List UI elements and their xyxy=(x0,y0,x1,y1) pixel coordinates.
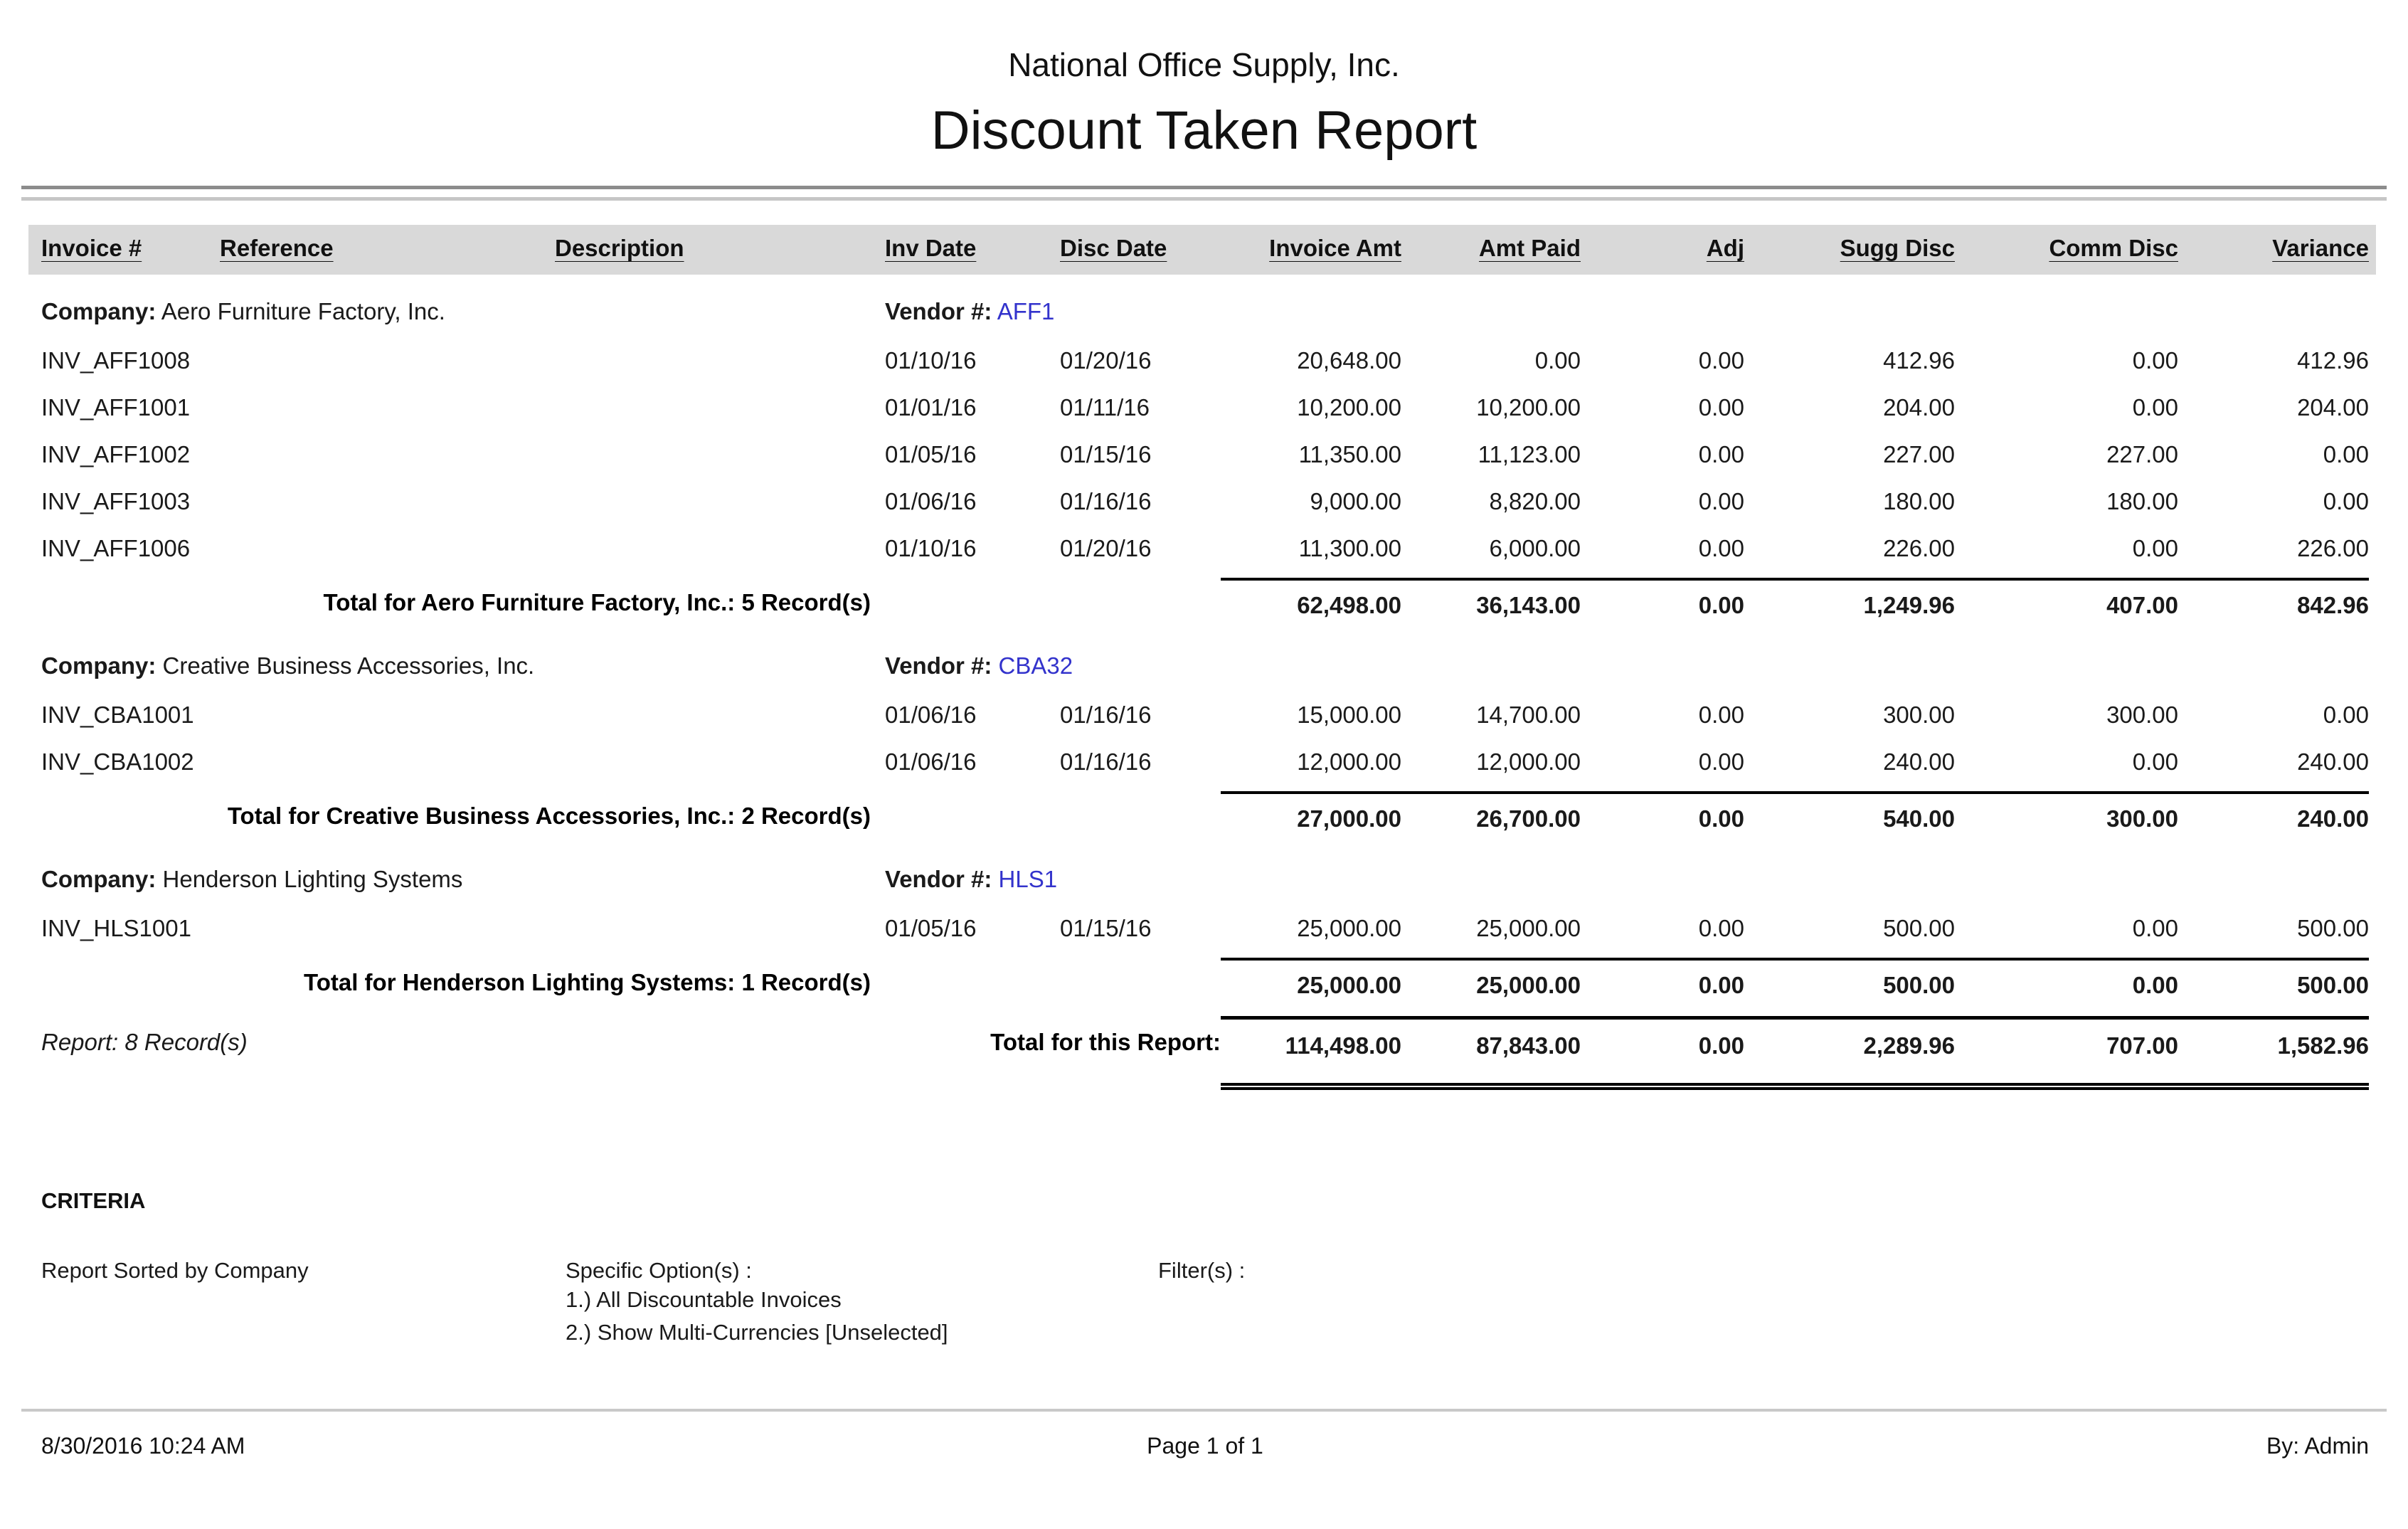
vendor-label: Vendor #: xyxy=(885,866,992,892)
comm-disc-value: 0.00 xyxy=(2132,347,2178,374)
inv-date-value: 01/10/16 xyxy=(885,347,977,374)
column-header-inv-date: Inv Date xyxy=(885,235,977,261)
amt-paid-value: 11,123.00 xyxy=(1478,441,1581,467)
report-total-sugg-disc: 2,289.96 xyxy=(1744,1016,1955,1072)
adj-value: 0.00 xyxy=(1698,748,1744,775)
invoice-amt-value: 10,200.00 xyxy=(1297,394,1401,420)
report-total-underline xyxy=(1221,1083,2369,1090)
invoice-row xyxy=(41,525,2369,572)
column-header-disc-date: Disc Date xyxy=(1060,235,1167,261)
report-total-variance: 1,582.96 xyxy=(2178,1016,2369,1072)
report-page xyxy=(0,46,2408,1529)
report-total-invoice-amt: 114,498.00 xyxy=(1221,1016,1401,1072)
footer-user: By: Admin xyxy=(2266,1433,2370,1459)
invoice-number: INV_CBA1001 xyxy=(41,702,194,728)
vendor-code-link[interactable]: AFF1 xyxy=(997,298,1055,324)
variance-value: 412.96 xyxy=(2297,347,2369,374)
adj-value: 0.00 xyxy=(1698,488,1744,514)
invoice-row xyxy=(41,337,2369,384)
column-header-comm-disc: Comm Disc xyxy=(2049,235,2178,261)
group-total-amt-paid: 26,700.00 xyxy=(1401,791,1581,842)
inv-date-value: 01/05/16 xyxy=(885,915,977,941)
company-label: Company: xyxy=(41,652,157,679)
report-rows xyxy=(0,286,2408,1072)
invoice-number: INV_AFF1001 xyxy=(41,394,191,420)
company-name: Henderson Lighting Systems xyxy=(162,866,463,892)
invoice-amt-value: 15,000.00 xyxy=(1297,702,1401,728)
invoice-amt-value: 9,000.00 xyxy=(1310,488,1401,514)
invoice-amt-value: 11,300.00 xyxy=(1298,535,1401,561)
group-total-comm-disc: 300.00 xyxy=(1955,791,2178,842)
group-total-invoice-amt: 25,000.00 xyxy=(1221,958,1401,1009)
report-title: Discount Taken Report xyxy=(930,100,1478,161)
inv-date-value: 01/06/16 xyxy=(885,748,977,775)
group-total-spacer xyxy=(885,958,1221,1009)
invoice-amt-value: 20,648.00 xyxy=(1297,347,1401,374)
inv-date-value: 01/06/16 xyxy=(885,488,977,514)
company-label: Company: xyxy=(41,866,157,892)
column-header-invoice-amt: Invoice Amt xyxy=(1269,235,1401,261)
variance-value: 226.00 xyxy=(2297,535,2369,561)
vendor-code-link[interactable]: CBA32 xyxy=(998,652,1073,679)
sugg-disc-value: 500.00 xyxy=(1883,915,1955,941)
disc-date-value: 01/16/16 xyxy=(1060,488,1152,514)
column-header-description: Description xyxy=(555,235,684,261)
invoice-number: INV_AFF1006 xyxy=(41,535,191,561)
sugg-disc-value: 412.96 xyxy=(1883,347,1955,374)
adj-value: 0.00 xyxy=(1698,394,1744,420)
group-total-row xyxy=(41,791,2369,842)
invoice-number: INV_AFF1008 xyxy=(41,347,191,374)
group-total-sugg-disc: 500.00 xyxy=(1744,958,1955,1009)
company-cell xyxy=(41,866,885,893)
criteria-filters-label: Filter(s) : xyxy=(1158,1258,1246,1283)
company-name: Creative Business Accessories, Inc. xyxy=(162,652,535,679)
disc-date-value: 01/20/16 xyxy=(1060,347,1152,374)
invoice-amt-value: 12,000.00 xyxy=(1297,748,1401,775)
adj-value: 0.00 xyxy=(1698,441,1744,467)
company-cell xyxy=(41,652,885,679)
criteria-heading: CRITERIA xyxy=(41,1188,146,1213)
sugg-disc-value: 240.00 xyxy=(1883,748,1955,775)
invoice-amt-value: 11,350.00 xyxy=(1298,441,1401,467)
report-total-adj: 0.00 xyxy=(1581,1016,1744,1072)
sugg-disc-value: 204.00 xyxy=(1883,394,1955,420)
group-total-comm-disc: 0.00 xyxy=(1955,958,2178,1009)
invoice-row xyxy=(41,431,2369,478)
company-group-header xyxy=(41,854,2369,905)
report-total-amt-paid: 87,843.00 xyxy=(1401,1016,1581,1072)
vendor-code-link[interactable]: HLS1 xyxy=(998,866,1058,892)
criteria-section xyxy=(41,1188,2408,1349)
comm-disc-value: 0.00 xyxy=(2132,748,2178,775)
disc-date-value: 01/15/16 xyxy=(1060,441,1152,467)
group-total-amt-paid: 25,000.00 xyxy=(1401,958,1581,1009)
invoice-number: INV_HLS1001 xyxy=(41,915,191,941)
amt-paid-value: 25,000.00 xyxy=(1476,915,1581,941)
invoice-row xyxy=(41,692,2369,739)
vendor-label: Vendor #: xyxy=(885,298,992,324)
comm-disc-value: 0.00 xyxy=(2132,394,2178,420)
comm-disc-value: 180.00 xyxy=(2106,488,2178,514)
group-total-spacer xyxy=(885,578,1221,629)
group-total-sugg-disc: 540.00 xyxy=(1744,791,1955,842)
company-name: Aero Furniture Factory, Inc. xyxy=(161,298,445,324)
disc-date-value: 01/16/16 xyxy=(1060,748,1152,775)
vendor-cell xyxy=(885,866,1401,893)
group-total-invoice-amt: 62,498.00 xyxy=(1221,578,1401,629)
footer xyxy=(41,1433,2369,1459)
column-header-variance: Variance xyxy=(2272,235,2369,261)
comm-disc-value: 227.00 xyxy=(2106,441,2178,467)
group-total-comm-disc: 407.00 xyxy=(1955,578,2178,629)
company-label: Company: xyxy=(41,298,157,324)
variance-value: 0.00 xyxy=(2323,441,2369,467)
title-separator-dark xyxy=(21,186,2387,189)
report-record-count: Report: 8 Record(s) xyxy=(41,1029,248,1055)
footer-datetime: 8/30/2016 10:24 AM xyxy=(41,1433,245,1459)
group-total-variance: 240.00 xyxy=(2178,791,2369,842)
amt-paid-value: 12,000.00 xyxy=(1476,748,1581,775)
sugg-disc-value: 226.00 xyxy=(1883,535,1955,561)
sugg-disc-value: 300.00 xyxy=(1883,702,1955,728)
group-total-row xyxy=(41,958,2369,1009)
criteria-option: 2.) Show Multi-Currencies [Unselected] xyxy=(566,1320,948,1345)
group-total-amt-paid: 36,143.00 xyxy=(1401,578,1581,629)
inv-date-value: 01/05/16 xyxy=(885,441,977,467)
column-header-sugg-disc: Sugg Disc xyxy=(1840,235,1955,261)
group-total-spacer xyxy=(885,791,1221,842)
invoice-row xyxy=(41,384,2369,431)
group-total-sugg-disc: 1,249.96 xyxy=(1744,578,1955,629)
variance-value: 0.00 xyxy=(2323,488,2369,514)
comm-disc-value: 300.00 xyxy=(2106,702,2178,728)
invoice-number: INV_AFF1002 xyxy=(41,441,191,467)
variance-value: 0.00 xyxy=(2323,702,2369,728)
inv-date-value: 01/10/16 xyxy=(885,535,977,561)
column-header-adj: Adj xyxy=(1706,235,1744,261)
disc-date-value: 01/11/16 xyxy=(1060,394,1150,420)
footer-separator xyxy=(21,1409,2387,1412)
title-separator-light xyxy=(21,197,2387,201)
group-total-invoice-amt: 27,000.00 xyxy=(1221,791,1401,842)
column-header-invoice: Invoice # xyxy=(41,235,142,261)
variance-value: 204.00 xyxy=(2297,394,2369,420)
group-total-label: Total for Creative Business Accessories, Inc.: 2 Record(s) xyxy=(227,803,871,829)
criteria-options-block xyxy=(566,1258,1158,1349)
column-header-band xyxy=(28,225,2376,275)
report-total-label: Total for this Report: xyxy=(990,1029,1221,1055)
adj-value: 0.00 xyxy=(1698,915,1744,941)
comm-disc-value: 0.00 xyxy=(2132,915,2178,941)
group-total-adj: 0.00 xyxy=(1581,958,1744,1009)
column-header-row xyxy=(41,235,2369,262)
criteria-details xyxy=(41,1258,2408,1349)
amt-paid-value: 10,200.00 xyxy=(1476,394,1581,420)
variance-value: 500.00 xyxy=(2297,915,2369,941)
group-total-label: Total for Aero Furniture Factory, Inc.: 5 Record(s) xyxy=(323,589,871,615)
criteria-options-label: Specific Option(s) : xyxy=(566,1258,752,1283)
adj-value: 0.00 xyxy=(1698,347,1744,374)
amt-paid-value: 6,000.00 xyxy=(1489,535,1581,561)
inv-date-value: 01/06/16 xyxy=(885,702,977,728)
invoice-number: INV_CBA1002 xyxy=(41,748,194,775)
company-cell xyxy=(41,298,885,325)
footer-page-number: Page 1 of 1 xyxy=(1147,1433,1263,1459)
vendor-cell xyxy=(885,298,1401,325)
group-total-label: Total for Henderson Lighting Systems: 1 Record(s) xyxy=(304,969,871,995)
group-total-adj: 0.00 xyxy=(1581,791,1744,842)
company-group-header xyxy=(41,640,2369,692)
adj-value: 0.00 xyxy=(1698,535,1744,561)
company-group-header xyxy=(41,286,2369,337)
column-header-reference: Reference xyxy=(220,235,334,261)
inv-date-value: 01/01/16 xyxy=(885,394,977,420)
criteria-option: 1.) All Discountable Invoices xyxy=(566,1287,842,1312)
amt-paid-value: 8,820.00 xyxy=(1489,488,1581,514)
invoice-row xyxy=(41,905,2369,952)
sugg-disc-value: 180.00 xyxy=(1883,488,1955,514)
report-total-comm-disc: 707.00 xyxy=(1955,1016,2178,1072)
group-total-variance: 842.96 xyxy=(2178,578,2369,629)
criteria-sorted-by: Report Sorted by Company xyxy=(41,1258,309,1283)
amt-paid-value: 0.00 xyxy=(1534,347,1581,374)
comm-disc-value: 0.00 xyxy=(2132,535,2178,561)
vendor-cell xyxy=(885,652,1401,679)
disc-date-value: 01/20/16 xyxy=(1060,535,1152,561)
adj-value: 0.00 xyxy=(1698,702,1744,728)
invoice-row xyxy=(41,739,2369,785)
invoice-amt-value: 25,000.00 xyxy=(1297,915,1401,941)
report-company-title: National Office Supply, Inc. xyxy=(1008,46,1400,83)
vendor-label: Vendor #: xyxy=(885,652,992,679)
sugg-disc-value: 227.00 xyxy=(1883,441,1955,467)
group-total-adj: 0.00 xyxy=(1581,578,1744,629)
invoice-number: INV_AFF1003 xyxy=(41,488,191,514)
group-total-variance: 500.00 xyxy=(2178,958,2369,1009)
variance-value: 240.00 xyxy=(2297,748,2369,775)
disc-date-value: 01/15/16 xyxy=(1060,915,1152,941)
disc-date-value: 01/16/16 xyxy=(1060,702,1152,728)
amt-paid-value: 14,700.00 xyxy=(1476,702,1581,728)
column-header-amt-paid: Amt Paid xyxy=(1478,235,1581,261)
report-total-row xyxy=(41,1016,2369,1072)
group-total-row xyxy=(41,578,2369,629)
invoice-row xyxy=(41,478,2369,525)
